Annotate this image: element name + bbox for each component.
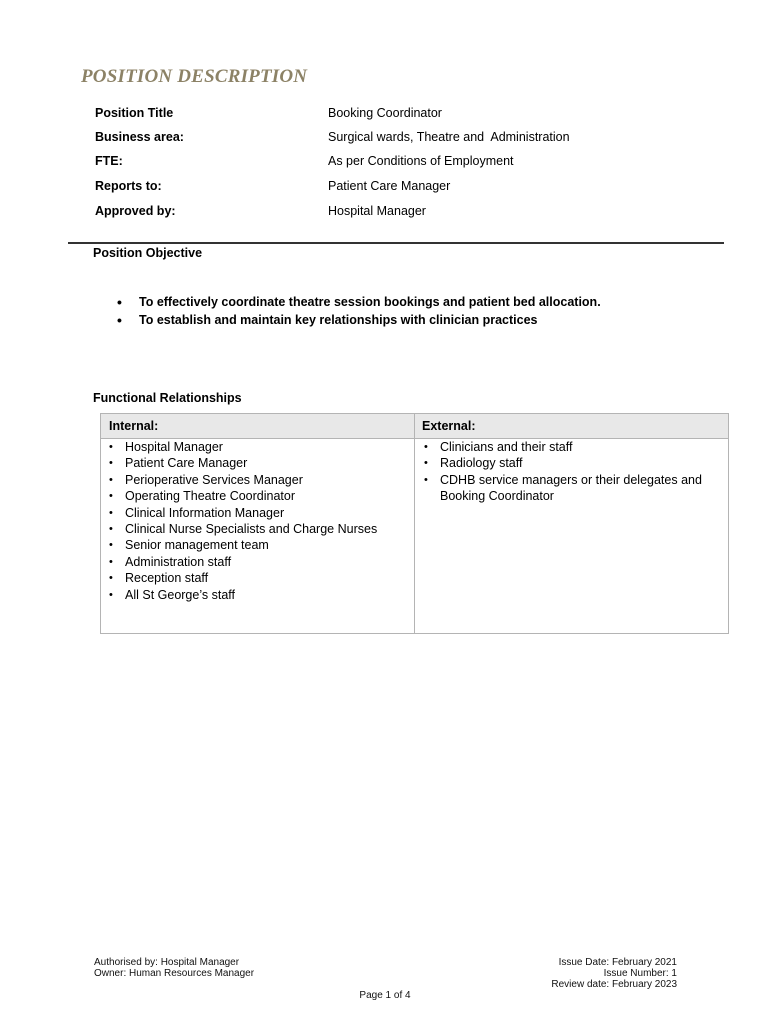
section-divider: [68, 242, 724, 244]
list-item: • Administration staff: [103, 554, 408, 570]
reports-to-row: [95, 179, 715, 199]
list-item: • Hospital Manager: [103, 439, 408, 455]
objective-item: • To effectively coordinate theatre session bookings and patient bed allocation.: [117, 293, 601, 311]
owner: Owner: Human Resources Manager: [94, 968, 255, 979]
list-item: • All St George’s staff: [103, 587, 408, 603]
issue-number: Issue Number: 1: [603, 968, 677, 979]
review-date: Review date: February 2023: [551, 979, 677, 990]
fte-value: As per Conditions of Employment: [328, 154, 514, 168]
issue-date: Issue Date: February 2021: [558, 957, 677, 968]
position-objective-heading: Position Objective: [93, 246, 203, 260]
list-item: • Patient Care Manager: [103, 455, 408, 471]
footer-right: [551, 957, 677, 990]
fte-row: [95, 154, 715, 174]
list-item: • Perioperative Services Manager: [103, 472, 408, 488]
business-area-label: Business area:: [95, 130, 184, 144]
page-number: Page 1 of 4: [359, 990, 411, 1001]
external-list: [418, 439, 718, 505]
list-item: • Reception staff: [103, 570, 408, 586]
internal-list: [103, 439, 408, 603]
business-area-value: Surgical wards, Theatre and Administration: [328, 130, 570, 144]
approved-by-label: Approved by:: [95, 204, 176, 218]
functional-relationships-table: [100, 413, 729, 634]
list-item: • Senior management team: [103, 537, 408, 553]
approved-by-value: Hospital Manager: [328, 204, 426, 218]
functional-relationships-heading: Functional Relationships: [93, 391, 242, 405]
list-item: • Operating Theatre Coordinator: [103, 488, 408, 504]
reports-to-value: Patient Care Manager: [328, 179, 451, 193]
reports-to-label: Reports to:: [95, 179, 162, 193]
footer-left: [94, 957, 254, 979]
list-item: • Clinical Information Manager: [103, 505, 408, 521]
position-title-row: [95, 106, 715, 126]
list-item: • Clinical Nurse Specialists and Charge Nurses: [103, 521, 408, 537]
column-divider: [414, 414, 415, 633]
objective-item: • To establish and maintain key relationships with clinician practices: [117, 311, 601, 329]
objective-list: [117, 293, 601, 329]
position-title-label: Position Title: [95, 106, 174, 120]
internal-header: Internal:: [109, 419, 159, 433]
approved-by-row: [95, 204, 715, 224]
list-item: • Radiology staff: [418, 455, 718, 471]
position-title-value: Booking Coordinator: [328, 106, 442, 120]
list-item: • CDHB service managers or their delegates and Booking Coordinator: [418, 472, 718, 505]
external-header: External:: [422, 419, 476, 433]
list-item: • Clinicians and their staff: [418, 439, 718, 455]
fte-label: FTE:: [95, 154, 123, 168]
authorised-by: Authorised by: Hospital Manager: [94, 957, 240, 968]
business-area-row: [95, 130, 715, 150]
document-title: POSITION DESCRIPTION: [81, 66, 308, 87]
